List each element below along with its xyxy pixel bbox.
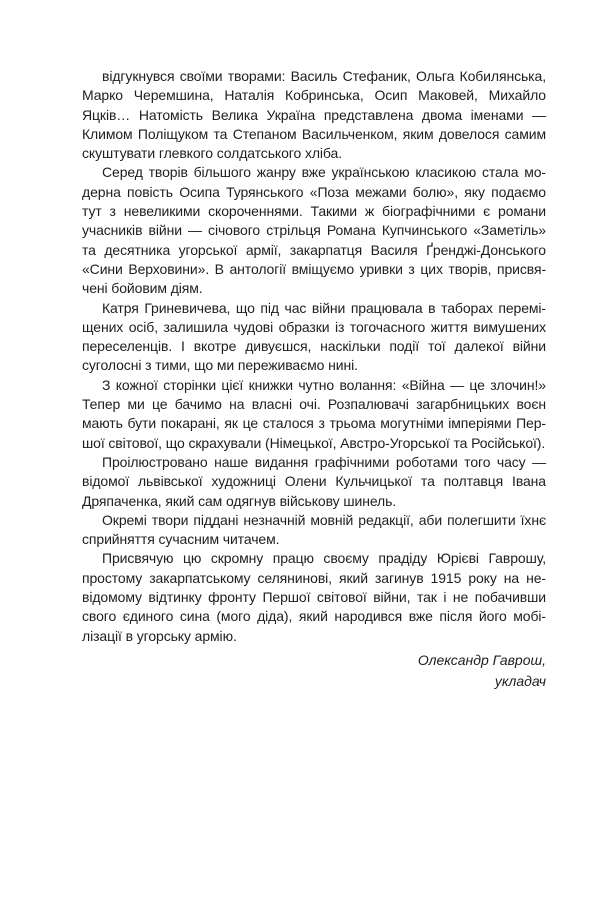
text-line: та десятника угорської армії, закарпатця Василя Ґренджі-Донського (82, 241, 546, 258)
text-line: скуштувати глевкого солдатського хліба. (82, 145, 342, 162)
text-line: щених осіб, залишила чудові образки із тогочасного життя вимушених (82, 318, 546, 335)
text-line: переселенців. І вкотре дивуєшся, наскільки події тої далекої війни (82, 338, 546, 355)
paragraph (82, 511, 546, 550)
text-line: Окремі твори піддані незначній мовній редакції, аби полегшити їхнє (102, 511, 546, 528)
text-line: свого єдиного сина (мого діда), який народився вже після його мобі- (82, 608, 546, 625)
text-line: мають бути покарані, як це сталося з трьома могутніми імперіями Пер- (82, 415, 546, 432)
text-line: Проілюстровано наше видання графічними роботами того часу — (102, 453, 546, 470)
author-name: Олександр Гаврош, (417, 652, 546, 668)
paragraph (82, 299, 546, 376)
text-line: Климом Поліщуком та Степаном Васильченком, яким довелося самим (82, 125, 546, 142)
text-line: З кожної сторінки цієї книжки чутно волання: «Війна — це злочин!» (102, 376, 546, 393)
text-line: відомої львівської художниці Олени Кульчицької та полтавця Івана (82, 473, 546, 490)
document-body (82, 67, 546, 646)
text-line: Серед творів більшого жанру вже українською класикою стала мо- (102, 164, 546, 181)
text-line: відгукнувся своїми творами: Василь Стефаник, Ольга Кобилянська, (102, 68, 546, 84)
signature (418, 650, 546, 692)
text-line: Катря Гриневичева, що під час війни працювала в таборах перемі- (102, 299, 546, 316)
author-role: укладач (494, 673, 546, 689)
text-line: Яцків… Натомість Велика Україна представлена двома іменами — (82, 106, 546, 123)
text-line: чені бойовим діям. (82, 280, 203, 297)
text-line: лізації в угорську армію. (82, 627, 237, 644)
text-line: відомому відтинку фронту Першої світової війни, так і не побачивши (82, 589, 546, 606)
text-line: «Сини Верховини». В антології вміщуємо уривки з цих творів, присвя- (82, 260, 546, 277)
text-line: учасників війни — січового стрільця Романа Купчинського «Заметіль» (82, 222, 546, 239)
paragraph (82, 549, 546, 645)
paragraph (82, 453, 546, 511)
text-line: дерна повість Осипа Турянського «Поза межами болю», яку подаємо (82, 183, 546, 200)
text-line: тут з невеликими скороченнями. Такими ж біографічними є романи (82, 203, 546, 220)
text-line: Тепер ми це бачимо на власні очі. Розпалювачі загарбницьких воєн (82, 396, 546, 413)
text-line: Дряпаченка, який сам одягнув військову шинель. (82, 492, 397, 509)
text-line: Марко Черемшина, Наталія Кобринська, Осип Маковей, Михайло (82, 87, 546, 104)
text-line: сприйняття сучасним читачем. (82, 531, 280, 548)
text-line: шої світової, що скрахували (Німецької, Австро-Угорської та Російської). (82, 434, 546, 451)
paragraph (82, 163, 546, 298)
paragraph (82, 67, 546, 163)
text-line: суголосні з тими, що ми переживаємо нині. (82, 357, 358, 374)
text-line: простому закарпатському селянинові, який загинув 1915 року на не- (82, 569, 546, 586)
text-line: Присвячую цю скромну працю своєму прадіду Юрієві Гаврошу, (102, 550, 546, 567)
paragraph (82, 376, 546, 453)
